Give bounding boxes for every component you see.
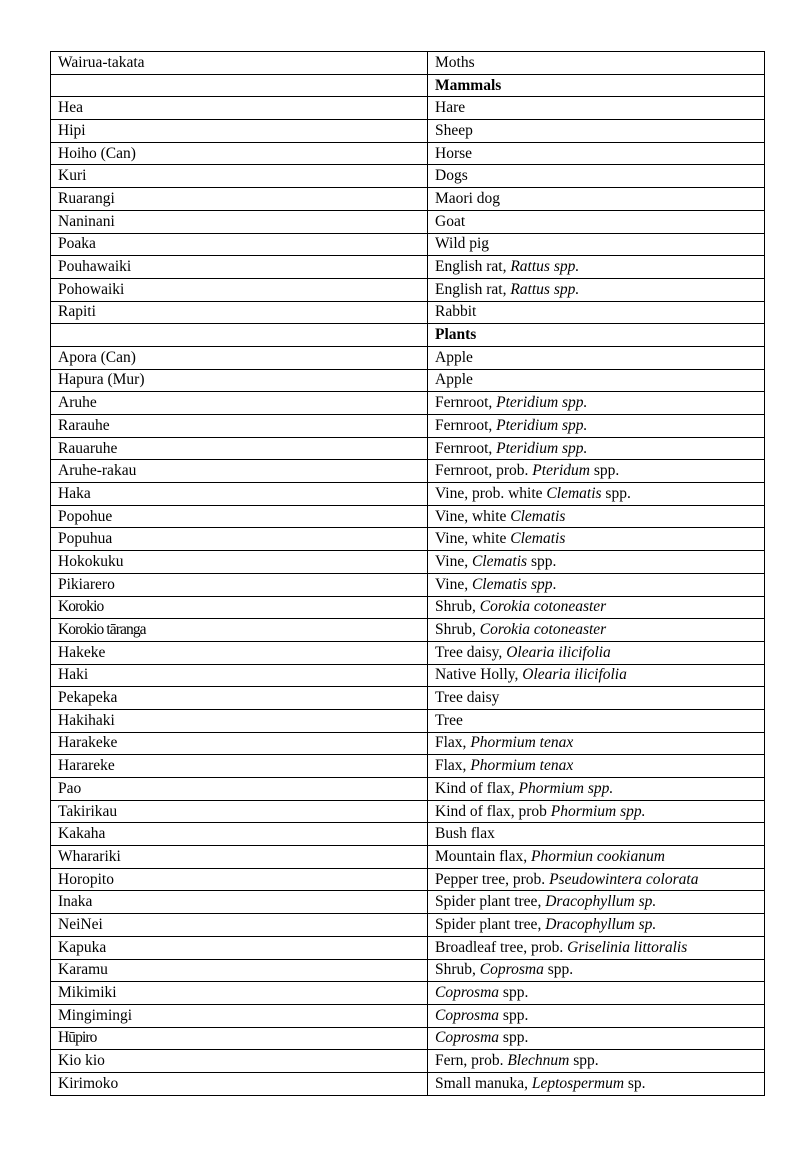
- scientific-name: Rattus spp.: [510, 280, 580, 298]
- english-meaning-cell: [428, 755, 765, 778]
- meaning-text: Hare: [435, 99, 466, 117]
- maori-name-cell: Rarauhe: [51, 415, 428, 438]
- maori-name-cell: Korokio: [51, 596, 428, 619]
- english-meaning-cell: [428, 800, 765, 823]
- meaning-text: Goat: [435, 212, 466, 230]
- scientific-name: Olearia ilicifolia: [522, 666, 627, 684]
- table-row: [51, 936, 765, 959]
- maori-name-cell: Kio kio: [51, 1050, 428, 1073]
- meaning-text: Horse: [435, 144, 473, 162]
- section-header-row: [51, 324, 765, 347]
- meaning-text: Moths: [435, 53, 475, 71]
- maori-name-cell: Hakeke: [51, 641, 428, 664]
- english-meaning-cell: [428, 415, 765, 438]
- meaning-text: Flax,: [435, 734, 471, 752]
- maori-name-cell: Naninani: [51, 210, 428, 233]
- english-meaning-cell: [428, 142, 765, 165]
- scientific-name: Coprosma: [435, 1029, 500, 1047]
- table-row: [51, 210, 765, 233]
- maori-name-cell: Harakeke: [51, 732, 428, 755]
- meaning-text: Fernroot,: [435, 439, 497, 457]
- table-row: [51, 483, 765, 506]
- english-meaning-cell: [428, 959, 765, 982]
- table-row: [51, 641, 765, 664]
- scientific-name: Rattus spp.: [510, 258, 580, 276]
- meaning-text: Vine,: [435, 552, 472, 570]
- meaning-text: Pepper tree, prob.: [435, 870, 550, 888]
- meaning-text: Tree daisy,: [435, 643, 507, 661]
- table-row: [51, 755, 765, 778]
- english-meaning-cell: [428, 369, 765, 392]
- scientific-name: Leptospermum: [531, 1074, 625, 1092]
- table-row: [51, 1072, 765, 1095]
- english-meaning-cell: [428, 596, 765, 619]
- meaning-text: English rat,: [435, 258, 511, 276]
- english-meaning-cell: [428, 868, 765, 891]
- english-meaning-cell: [428, 528, 765, 551]
- scientific-name: Clematis: [471, 552, 528, 570]
- meaning-text: Spider plant tree,: [435, 893, 546, 911]
- section-header-cell: Plants: [428, 324, 765, 347]
- english-meaning-cell: [428, 551, 765, 574]
- maori-name-cell: Poaka: [51, 233, 428, 256]
- scientific-name: Phormium spp.: [518, 779, 614, 797]
- scientific-name: Pteridium spp.: [496, 416, 588, 434]
- english-meaning-cell: [428, 301, 765, 324]
- english-meaning-cell: [428, 188, 765, 211]
- maori-name-cell: [51, 74, 428, 97]
- meaning-text: Tree daisy: [435, 689, 500, 707]
- maori-name-cell: Haka: [51, 483, 428, 506]
- maori-name-cell: Harareke: [51, 755, 428, 778]
- meaning-text: Rabbit: [435, 303, 477, 321]
- meaning-text: Maori dog: [435, 189, 501, 207]
- english-meaning-cell: [428, 52, 765, 75]
- meaning-text: Broadleaf tree, prob.: [435, 938, 568, 956]
- scientific-name: Phormiun cookianum: [531, 847, 665, 865]
- glossary-table: [50, 51, 765, 1096]
- meaning-text: Vine, white: [435, 530, 511, 548]
- maori-name-cell: Aruhe: [51, 392, 428, 415]
- english-meaning-cell: [428, 256, 765, 279]
- meaning-text: Dogs: [435, 167, 468, 185]
- meaning-text: spp.: [569, 1052, 599, 1070]
- meaning-text: Shrub,: [435, 621, 480, 639]
- scientific-name: Coprosma: [435, 1006, 500, 1024]
- english-meaning-cell: [428, 120, 765, 143]
- table-row: [51, 573, 765, 596]
- table-row: [51, 256, 765, 279]
- meaning-text: sp.: [624, 1074, 646, 1092]
- scientific-name: Corokia cotoneaster: [479, 621, 607, 639]
- maori-name-cell: Takirikau: [51, 800, 428, 823]
- table-row: [51, 982, 765, 1005]
- scientific-name: Coprosma: [435, 984, 500, 1002]
- scientific-name: Pteridum: [532, 462, 590, 480]
- english-meaning-cell: [428, 1027, 765, 1050]
- maori-name-cell: Hea: [51, 97, 428, 120]
- meaning-text: Fernroot,: [435, 416, 497, 434]
- table-row: [51, 687, 765, 710]
- english-meaning-cell: [428, 823, 765, 846]
- meaning-text: spp.: [527, 552, 557, 570]
- english-meaning-cell: [428, 778, 765, 801]
- scientific-name: Dracophyllum sp.: [545, 893, 657, 911]
- scientific-name: Pseudowintera colorata: [549, 870, 699, 888]
- meaning-text: Mountain flax,: [435, 847, 531, 865]
- maori-name-cell: Kuri: [51, 165, 428, 188]
- meaning-text: spp.: [589, 462, 620, 480]
- maori-name-cell: Hoiho (Can): [51, 142, 428, 165]
- english-meaning-cell: [428, 709, 765, 732]
- maori-name-cell: Rapiti: [51, 301, 428, 324]
- english-meaning-cell: [428, 891, 765, 914]
- table-row: [51, 437, 765, 460]
- scientific-name: Griselinia littoralis: [567, 938, 688, 956]
- scientific-name: Coprosma: [479, 961, 544, 979]
- meaning-text: spp.: [601, 484, 631, 502]
- meaning-text: spp.: [499, 984, 529, 1002]
- section-header-cell: Mammals: [428, 74, 765, 97]
- maori-name-cell: Popohue: [51, 505, 428, 528]
- english-meaning-cell: [428, 641, 765, 664]
- english-meaning-cell: [428, 1050, 765, 1073]
- table-row: [51, 52, 765, 75]
- meaning-text: Spider plant tree,: [435, 915, 546, 933]
- maori-name-cell: Rauaruhe: [51, 437, 428, 460]
- table-row: [51, 596, 765, 619]
- table-row: [51, 97, 765, 120]
- maori-name-cell: Hokokuku: [51, 551, 428, 574]
- table-row: [51, 188, 765, 211]
- scientific-name: Pteridium spp.: [496, 439, 588, 457]
- scientific-name: Clematis: [510, 507, 566, 525]
- table-row: [51, 914, 765, 937]
- maori-name-cell: Popuhua: [51, 528, 428, 551]
- english-meaning-cell: [428, 732, 765, 755]
- table-row: [51, 528, 765, 551]
- scientific-name: Corokia cotoneaster: [479, 598, 607, 616]
- maori-name-cell: Wharariki: [51, 846, 428, 869]
- table-row: [51, 1027, 765, 1050]
- english-meaning-cell: [428, 505, 765, 528]
- scientific-name: Pteridium spp.: [496, 394, 588, 412]
- maori-name-cell: Ruarangi: [51, 188, 428, 211]
- table-row: [51, 732, 765, 755]
- english-meaning-cell: [428, 687, 765, 710]
- meaning-text: Apple: [435, 371, 473, 389]
- english-meaning-cell: [428, 437, 765, 460]
- maori-name-cell: Hūpiro: [51, 1027, 428, 1050]
- meaning-text: Bush flax: [435, 825, 495, 843]
- scientific-name: Phormium spp.: [550, 802, 646, 820]
- table-row: [51, 846, 765, 869]
- maori-name-cell: Hipi: [51, 120, 428, 143]
- maori-name-cell: Kakaha: [51, 823, 428, 846]
- meaning-text: spp.: [499, 1029, 529, 1047]
- table-row: [51, 664, 765, 687]
- maori-name-cell: Korokio tāranga: [51, 619, 428, 642]
- maori-name-cell: Kirimoko: [51, 1072, 428, 1095]
- maori-name-cell: Pohowaiki: [51, 278, 428, 301]
- meaning-text: Kind of flax, prob: [435, 802, 551, 820]
- scientific-name: Dracophyllum sp.: [545, 915, 657, 933]
- table-row: [51, 891, 765, 914]
- english-meaning-cell: [428, 210, 765, 233]
- table-row: [51, 823, 765, 846]
- meaning-text: Shrub,: [435, 598, 480, 616]
- maori-name-cell: Hakihaki: [51, 709, 428, 732]
- table-row: [51, 1004, 765, 1027]
- maori-name-cell: Haki: [51, 664, 428, 687]
- scientific-name: Clematis spp: [471, 575, 553, 593]
- table-row: [51, 709, 765, 732]
- maori-name-cell: Karamu: [51, 959, 428, 982]
- maori-name-cell: Wairua-takata: [51, 52, 428, 75]
- english-meaning-cell: [428, 846, 765, 869]
- table-row: [51, 369, 765, 392]
- table-row: [51, 800, 765, 823]
- english-meaning-cell: [428, 483, 765, 506]
- maori-name-cell: NeiNei: [51, 914, 428, 937]
- english-meaning-cell: [428, 233, 765, 256]
- maori-name-cell: Apora (Can): [51, 346, 428, 369]
- maori-name-cell: Inaka: [51, 891, 428, 914]
- section-header-row: [51, 74, 765, 97]
- english-meaning-cell: [428, 619, 765, 642]
- meaning-text: Fern, prob.: [435, 1052, 508, 1070]
- table-row: [51, 233, 765, 256]
- english-meaning-cell: [428, 392, 765, 415]
- meaning-text: Sheep: [435, 121, 473, 139]
- english-meaning-cell: [428, 982, 765, 1005]
- table-row: [51, 301, 765, 324]
- scientific-name: Clematis: [546, 484, 602, 502]
- scientific-name: Blechnum: [507, 1052, 570, 1070]
- english-meaning-cell: [428, 573, 765, 596]
- maori-name-cell: Pekapeka: [51, 687, 428, 710]
- table-row: [51, 505, 765, 528]
- english-meaning-cell: [428, 346, 765, 369]
- table-row: [51, 165, 765, 188]
- english-meaning-cell: [428, 1004, 765, 1027]
- scientific-name: Phormium tenax: [470, 734, 574, 752]
- table-row: [51, 551, 765, 574]
- table-row: [51, 959, 765, 982]
- maori-name-cell: Aruhe-rakau: [51, 460, 428, 483]
- glossary-body: [51, 52, 765, 1096]
- maori-name-cell: Horopito: [51, 868, 428, 891]
- table-row: [51, 278, 765, 301]
- meaning-text: Small manuka,: [435, 1074, 532, 1092]
- meaning-text: Vine,: [435, 575, 472, 593]
- maori-name-cell: Hapura (Mur): [51, 369, 428, 392]
- maori-name-cell: Kapuka: [51, 936, 428, 959]
- english-meaning-cell: [428, 936, 765, 959]
- maori-name-cell: Mikimiki: [51, 982, 428, 1005]
- table-row: [51, 460, 765, 483]
- english-meaning-cell: [428, 914, 765, 937]
- meaning-text: spp.: [543, 961, 574, 979]
- table-row: [51, 868, 765, 891]
- table-row: [51, 142, 765, 165]
- table-row: [51, 778, 765, 801]
- meaning-text: English rat,: [435, 280, 511, 298]
- meaning-text: Fernroot, prob.: [435, 462, 533, 480]
- meaning-text: Wild pig: [435, 235, 490, 253]
- meaning-text: Shrub,: [435, 961, 480, 979]
- table-row: [51, 619, 765, 642]
- english-meaning-cell: [428, 1072, 765, 1095]
- maori-name-cell: Pouhawaiki: [51, 256, 428, 279]
- meaning-text: Fernroot,: [435, 394, 497, 412]
- meaning-text: Vine, prob. white: [435, 484, 547, 502]
- table-row: [51, 346, 765, 369]
- table-row: [51, 120, 765, 143]
- english-meaning-cell: [428, 278, 765, 301]
- scientific-name: Olearia ilicifolia: [506, 643, 611, 661]
- maori-name-cell: [51, 324, 428, 347]
- meaning-text: Native Holly,: [435, 666, 523, 684]
- meaning-text: .: [552, 575, 557, 593]
- english-meaning-cell: [428, 460, 765, 483]
- english-meaning-cell: [428, 165, 765, 188]
- english-meaning-cell: [428, 97, 765, 120]
- maori-name-cell: Mingimingi: [51, 1004, 428, 1027]
- scientific-name: Phormium tenax: [470, 757, 574, 775]
- maori-name-cell: Pao: [51, 778, 428, 801]
- meaning-text: Apple: [435, 348, 473, 366]
- english-meaning-cell: [428, 664, 765, 687]
- maori-name-cell: Pikiarero: [51, 573, 428, 596]
- table-row: [51, 392, 765, 415]
- meaning-text: spp.: [499, 1006, 529, 1024]
- table-row: [51, 415, 765, 438]
- meaning-text: Vine, white: [435, 507, 511, 525]
- meaning-text: Kind of flax,: [435, 779, 519, 797]
- meaning-text: Flax,: [435, 757, 471, 775]
- scientific-name: Clematis: [510, 530, 566, 548]
- meaning-text: Tree: [435, 711, 463, 729]
- table-row: [51, 1050, 765, 1073]
